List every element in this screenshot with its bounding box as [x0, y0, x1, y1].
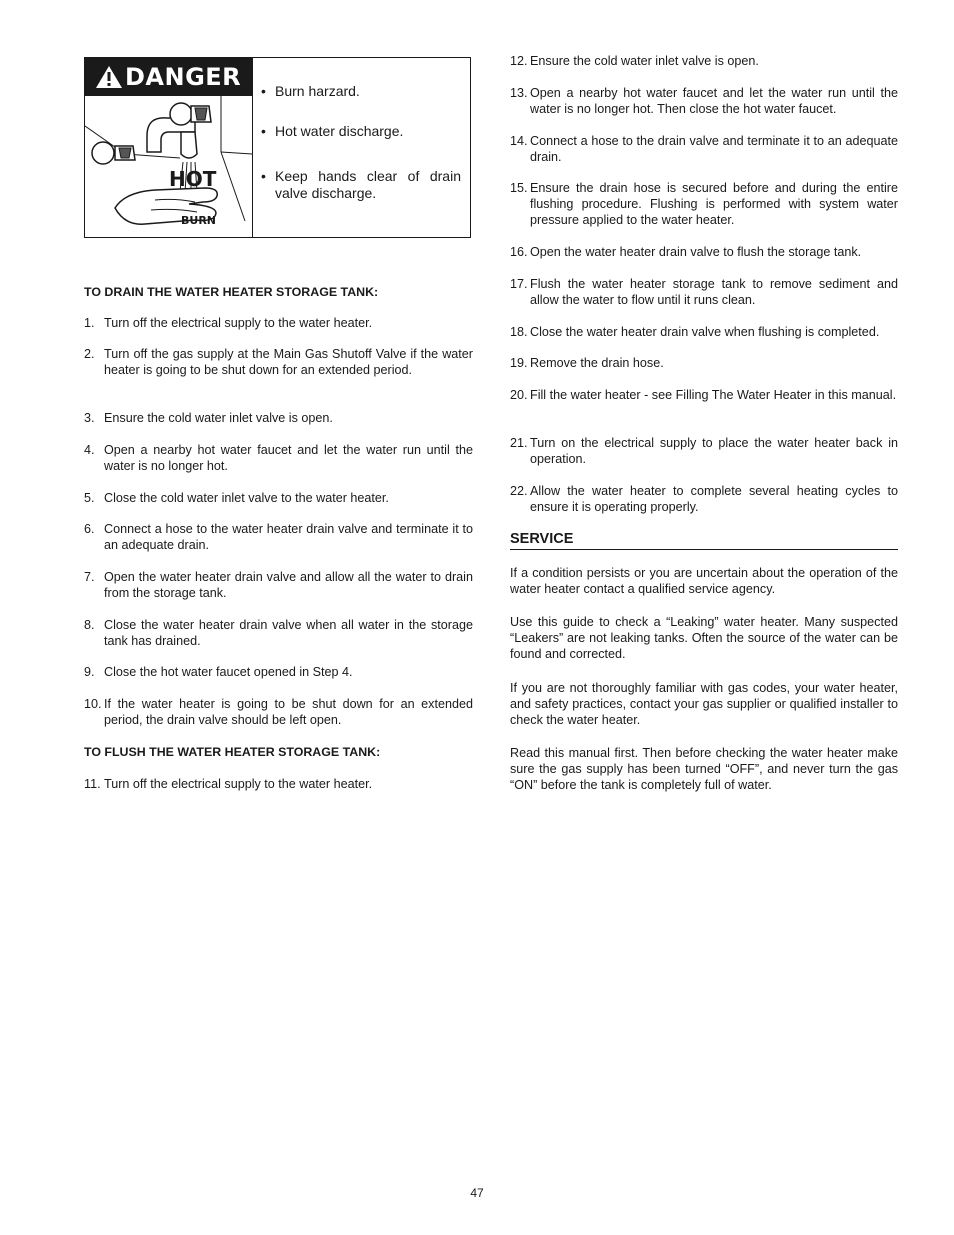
hot-label: HOT: [169, 167, 217, 191]
list-item: 4. Open a nearby hot water faucet and let the water run until the water is no longer hot.: [84, 443, 473, 473]
list-item: 20. Fill the water heater - see Filling The Water Heater in this manual.: [510, 388, 897, 402]
list-item: 10. If the water heater is going to be shut down for an extended period, the drain valve should be left open.: [84, 697, 473, 727]
flush-heading: TO FLUSH THE WATER HEATER STORAGE TANK:: [84, 745, 381, 759]
service-paragraph: If a condition persists or you are uncertain about the operation of the water heater contact a qualified service agency.: [510, 566, 898, 596]
danger-bullet: • Keep hands clear of drain valve discharge.: [261, 168, 461, 201]
list-item: 14. Connect a hose to the drain valve and terminate it to an adequate drain.: [510, 134, 898, 164]
service-heading: SERVICE: [510, 531, 898, 550]
danger-bullet: • Hot water discharge.: [261, 123, 404, 139]
list-item: 8. Close the water heater drain valve when all water in the storage tank has drained.: [84, 618, 473, 648]
service-paragraph: Read this manual first. Then before checking the water heater make sure the gas supply has been turned “OFF”, and never turn the gas “ON” before the tank is completely full of water.: [510, 746, 898, 792]
list-item: 15. Ensure the drain hose is secured before and during the entire flushing procedure. Flushing is performed with system water pressure applied to the water heater.: [510, 181, 898, 227]
list-item: 7. Open the water heater drain valve and allow all the water to drain from the storage tank.: [84, 570, 473, 600]
list-item: 13. Open a nearby hot water faucet and let the water run until the water is no longer hot. Then close the hot water faucet.: [510, 86, 898, 116]
list-item: 3. Ensure the cold water inlet valve is open.: [84, 411, 333, 425]
list-item: 5. Close the cold water inlet valve to the water heater.: [84, 491, 389, 505]
list-item: 6. Connect a hose to the water heater drain valve and terminate it to an adequate drain.: [84, 522, 473, 552]
list-item: 9. Close the hot water faucet opened in Step 4.: [84, 665, 353, 679]
list-item: 21. Turn on the electrical supply to place the water heater back in operation.: [510, 436, 898, 466]
drain-heading: TO DRAIN THE WATER HEATER STORAGE TANK:: [84, 285, 379, 299]
danger-title: DANGER: [125, 63, 242, 91]
list-item: 18. Close the water heater drain valve when flushing is completed.: [510, 325, 880, 339]
burn-label: BURN: [181, 214, 216, 227]
list-item: 2. Turn off the gas supply at the Main Gas Shutoff Valve if the water heater is going to be shut down for an extended period.: [84, 347, 473, 377]
list-item: 16. Open the water heater drain valve to flush the storage tank.: [510, 245, 862, 259]
service-section: [510, 0, 898, 1235]
left-column: [84, 0, 473, 1235]
service-paragraph: Use this guide to check a “Leaking” water heater. Many suspected “Leakers” are not leaking tanks. Often the source of the water can be found and corrected.: [510, 615, 898, 661]
list-item: 17. Flush the water heater storage tank to remove sediment and allow the water to flow until it runs clean.: [510, 277, 898, 307]
page-number: 47: [470, 1186, 484, 1200]
service-paragraph: If you are not thoroughly familiar with gas codes, your water heater, and safety practices, contact your gas supplier or qualified installer to check the water heater.: [510, 681, 898, 727]
danger-bullet: • Burn harzard.: [261, 83, 360, 99]
list-item: 12. Ensure the cold water inlet valve is open.: [510, 54, 759, 68]
list-item: 11. Turn off the electrical supply to the water heater.: [84, 777, 373, 791]
list-item: 19. Remove the drain hose.: [510, 356, 664, 370]
list-item: 1. Turn off the electrical supply to the water heater.: [84, 316, 373, 330]
list-item: 22. Allow the water heater to complete several heating cycles to ensure it is operating properly.: [510, 484, 898, 514]
